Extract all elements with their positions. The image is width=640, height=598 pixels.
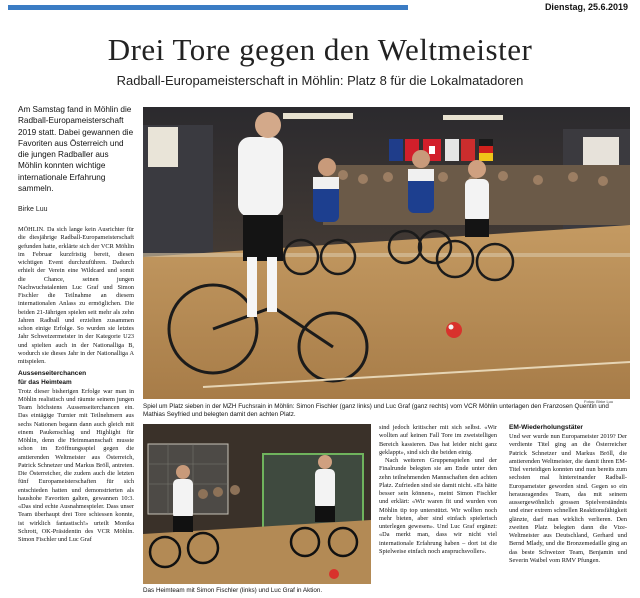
article-column-1 bbox=[18, 226, 134, 594]
subheadline: Radball-Europameisterschaft in Möhlin: Platz 8 für die Lokalmatadoren bbox=[116, 73, 524, 88]
main-photo-illustration bbox=[143, 107, 630, 399]
header-accent-bar bbox=[8, 5, 408, 10]
body-paragraph: Und wer wurde nun Europameister 2019? Der verdiente Titel ging an die Österreicher Patrick Schnetzer und Markus Bröll, die amtierenden Weltmeister, die damit ihren EM-Titel verteidigen konnten und nun bereits zum sechsten mal hintereinander Radball-Europameister geworden sind. Gegen so ein herausragendes Team, das mit seinem aussergewöhnlich grossen Spielverständnis und einer extrem schnellen Reaktionsfähigkeit glänzte, darf man wirklich verlieren. Den zweiten Platz belegten dann die Vize-Weltmeister aus Deutschland, Gerhard und Bernd Mlady, und die Bronzemedaille ging an das beste Schweizer Team, Benjamin und Severin Waibel vom RMV Pfungen. bbox=[509, 433, 627, 564]
secondary-photo bbox=[143, 424, 371, 584]
body-paragraph: Trotz dieser bisherigen Erfolge war man in Möhlin realistisch und räumte seinem jungen Team höchstens Aussenseiterchancen ein. Das eintägige Turnier mit Teilnehmern aus sechs Nationen begann dann auch gleich mit einem Paukenschlag und Highlight für Möhlin, denn die Heimmannschaft musste schon im Eröffnungsspiel gegen die amtierenden Weltmeister aus Österreich, Patrick Schnetzer und Markus Bröll, antreten. Die Österreicher, die zudem auch die letzten fünf Europameisterschaften für sich entschieden hatten und demonstrierten als haushohe Favoriten galten, gewannen 10:3. «Das sind echte Ausnahmespieler. Dass unser Team überhaupt drei Tore schiessen konnte, ist wirklich fantastisch!» urteilt Monika Schrott, OK-Präsidentin des VCR Möhlin. Simon Fischler und Luc Graf bbox=[18, 387, 134, 543]
article-column-3 bbox=[379, 424, 497, 594]
photo-credit: Fotos: Birke Luu bbox=[584, 399, 614, 404]
article-column-4 bbox=[509, 424, 627, 594]
section-heading: Aussenseiterchancen bbox=[18, 370, 87, 378]
body-paragraph: MÖHLIN. Da sich lange kein Ausrichter für die diesjährige Radball-Europameisterschaft gefunden hatte, erklärte sich der VCR Möhlin im Februar kurzfristig bereit, diesen wichtigen Event durchzuführen. Dadurch erhielt der Verein eine Wildcard und somit die Chance, seinen jungen Nachwuchstalenten Luc Graf und Simon Fischler die Teilnahme an diesem internationalen Anlass zu ermöglichen. Die beiden 21-Jährigen spielen seit mehr als zehn Jahren Radball und erzielten zusammen schon einige Erfolge. So wurden sie letztes Jahr Schweizermeister in der Kategorie U23 und spielten auch in der Nationalliga B, wodurch sie dieses Jahr in der Nationalliga A mitspielen. bbox=[18, 226, 134, 365]
lead-paragraph: Am Samstag fand in Möhlin die Radball-Europameisterschaft 2019 statt. Dabei gewannen die Favoriten aus Österreich und die jungen Radballer aus Möhlin konnten wichtige internationale Erfahrung sammeln. bbox=[18, 105, 134, 194]
body-paragraph: Nach weiteren Gruppenspielen und der Finalrunde belegten sie am Ende unter den zehn teilnehmenden Mannschaften den achten Platz. Zufrieden sind sie damit nicht. «Es hätte besser sein können», meint Simon Fischler und erklärt: «Wir waren fit und wurden von Möhlin tip top unterstützt. Wir wollten noch mehr bieten, aber sind einfach spielerisch unterlegen gewesen». Und Luc Graf ergänzt: «Da merkt man, dass wir nicht viel internationale Erfahrung haben – dort ist die Spielweise einfach noch anspruchsvoller». bbox=[379, 457, 497, 555]
main-photo bbox=[143, 107, 630, 399]
headline: Drei Tore gegen den Weltmeister bbox=[107, 32, 533, 67]
main-photo-caption: Spiel um Platz sieben in der MZH Fuchsrain in Möhlin: Simon Fischler (ganz links) und Luc Graf (ganz rechts) vom VCR Möhlin unterlagen den Franzosen Quentin und Mathias Seyfried und belegten damit den achten Platz. bbox=[143, 403, 609, 418]
issue-date: Dienstag, 25.6.2019 bbox=[544, 2, 628, 12]
section-dek: für das Heimteam bbox=[18, 379, 72, 387]
author-byline: Birke Luu bbox=[18, 206, 48, 213]
secondary-photo-caption: Das Heimteam mit Simon Fischler (links) und Luc Graf in Aktion. bbox=[143, 587, 323, 594]
section-heading: EM-Wiederholungstäter bbox=[509, 424, 583, 431]
secondary-photo-illustration bbox=[143, 424, 371, 584]
body-paragraph: sind jedoch kritischer mit sich selbst. «Wir wollten auf keinen Fall Tore im zweistelligen Bereich kassieren. Das hat leider nicht ganz geklappt», sind sich die beiden einig. bbox=[379, 424, 497, 456]
